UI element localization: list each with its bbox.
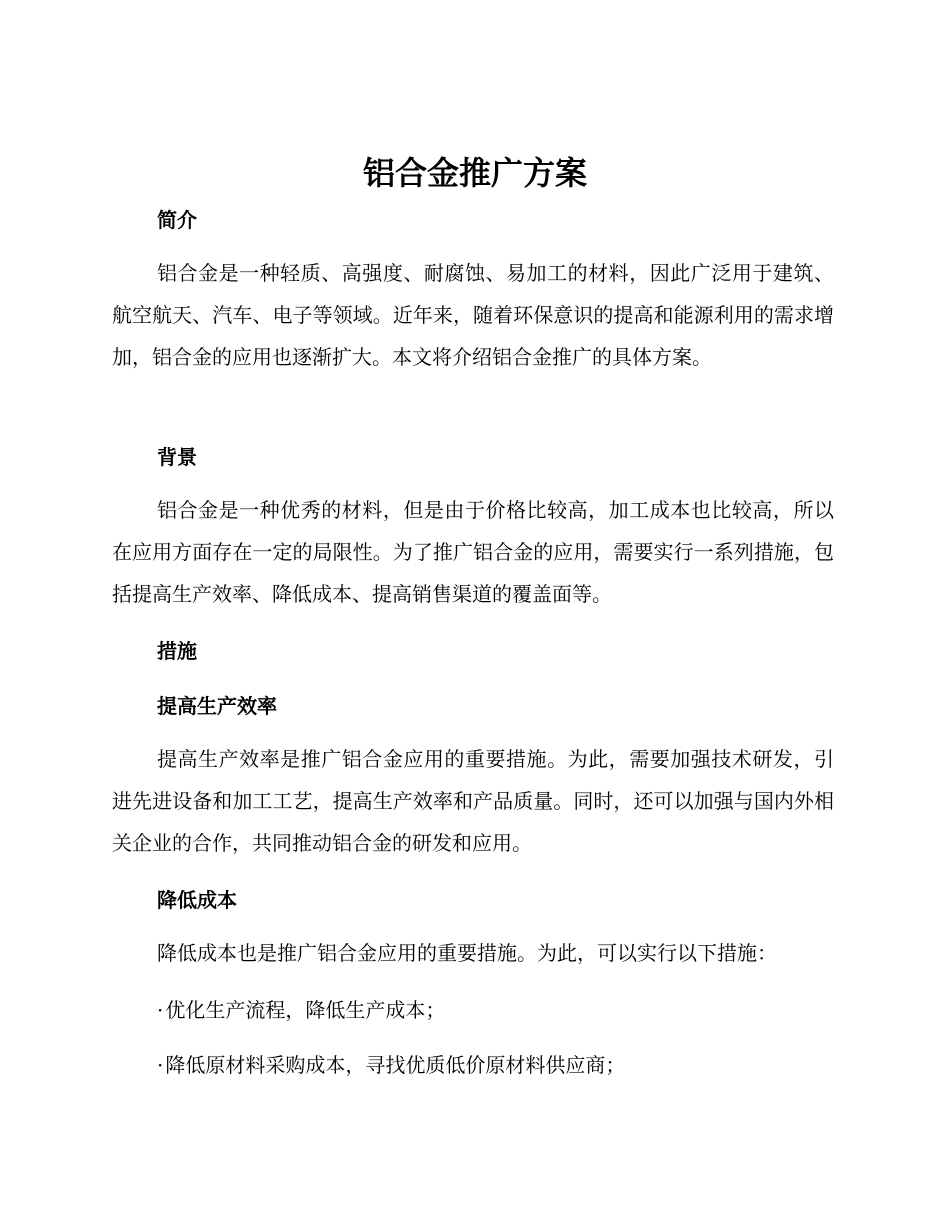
list-item bbox=[157, 995, 445, 1025]
subsection-heading-efficiency: 提高生产效率 bbox=[157, 694, 277, 718]
list-item bbox=[157, 1050, 625, 1080]
section-heading-intro: 简介 bbox=[157, 208, 197, 232]
paragraph-efficiency: 提高生产效率是推广铝合金应用的重要措施。为此，需要加强技术研发，引进先进设备和加工工艺，提高生产效率和产品质量。同时，还可以加强与国内外相关企业的合作，共同推动铝合金的研发和应用。 bbox=[112, 747, 834, 855]
paragraph-background: 铝合金是一种优秀的材料，但是由于价格比较高，加工成本也比较高，所以在应用方面存在一定的局限性。为了推广铝合金的应用，需要实行一系列措施，包括提高生产效率、降低成本、提高销售渠道的覆盖面等。 bbox=[112, 498, 834, 606]
paragraph-intro: 铝合金是一种轻质、高强度、耐腐蚀、易加工的材料，因此广泛用于建筑、航空航天、汽车、电子等领域。近年来，随着环保意识的提高和能源利用的需求增加，铝合金的应用也逐渐扩大。本文将介绍铝合金推广的具体方案。 bbox=[112, 261, 834, 369]
bullet-dot-icon: · bbox=[157, 1053, 164, 1077]
paragraph-cost: 降低成本也是推广铝合金应用的重要措施。为此，可以实行以下措施： bbox=[157, 941, 777, 965]
list-item-text: 降低原材料采购成本，寻找优质低价原材料供应商； bbox=[165, 1053, 626, 1077]
subsection-heading-cost: 降低成本 bbox=[157, 888, 237, 912]
bullet-dot-icon: · bbox=[157, 998, 164, 1022]
list-item-text: 优化生产流程，降低生产成本； bbox=[165, 998, 446, 1022]
section-heading-background: 背景 bbox=[157, 445, 197, 469]
document-title: 铝合金推广方案 bbox=[362, 154, 587, 192]
section-heading-measures: 措施 bbox=[157, 639, 197, 663]
